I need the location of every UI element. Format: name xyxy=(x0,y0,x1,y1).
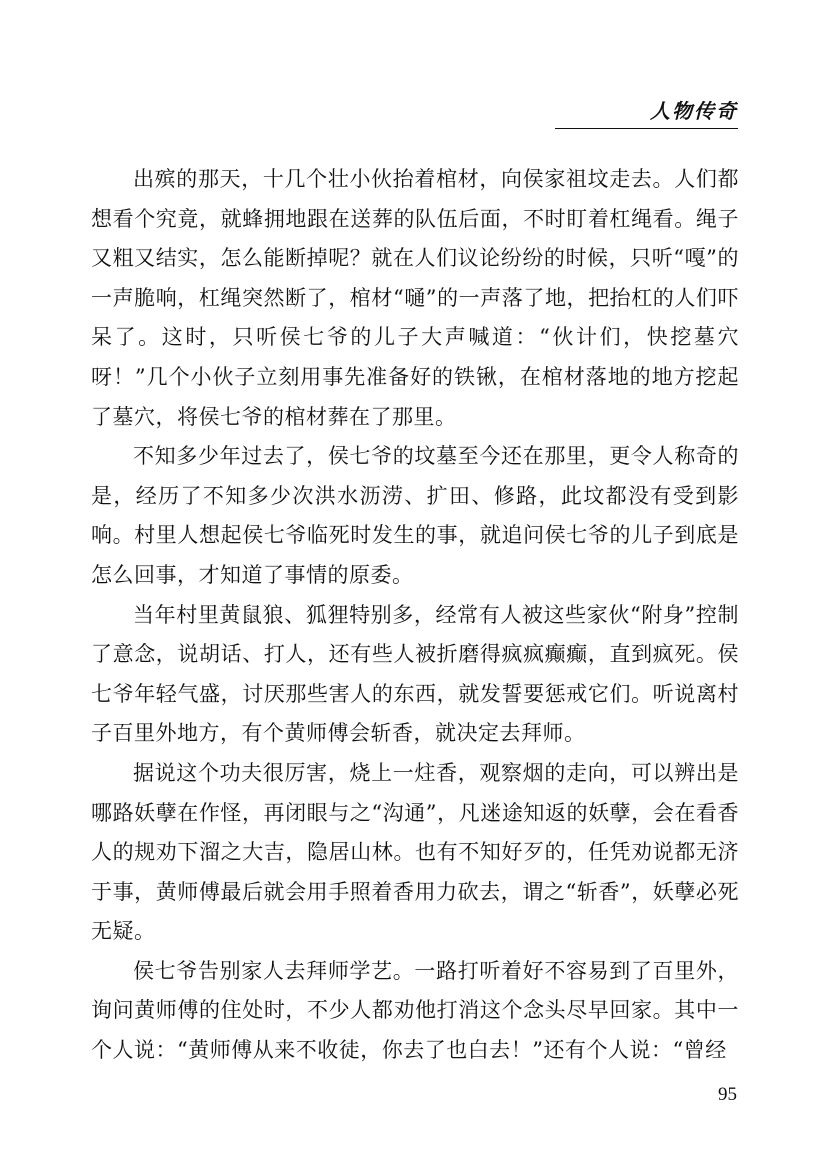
paragraph: 侯七爷告别家人去拜师学艺。一路打听着好不容易到了百里外，询问黄师傅的住处时，不少人都劝他打消这个念头尽早回家。其中一个人说：“黄师傅从来不收徒，你去了也白去！”还有个人说：“曾经 xyxy=(91,958,739,1063)
paragraph: 不知多少年过去了，侯七爷的坟墓至今还在那里，更令人称奇的是，经历了不知多少次洪水沥涝、扩田、修路，此坟都没有受到影响。村里人想起侯七爷临死时发生的事，就追问侯七爷的儿子到底是怎么回事，才知道了事情的原委。 xyxy=(91,444,739,587)
paragraph: 据说这个功夫很厉害，烧上一炷香，观察烟的走向，可以辨出是哪路妖孽在作怪，再闭眼与之“沟通”，凡迷途知返的妖孽，会在看香人的规劝下溜之大吉，隐居山林。也有不知好歹的，任凭劝说都无济于事，黄师傅最后就会用手照着香用力砍去，谓之“斩香”，妖孽必死无疑。 xyxy=(91,760,739,944)
paragraph: 当年村里黄鼠狼、狐狸特别多，经常有人被这些家伙“附身”控制了意念，说胡话、打人，还有些人被折磨得疯疯癫癫，直到疯死。侯七爷年轻气盛，讨厌那些害人的东西，就发誓要惩戒它们。听说离村子百里外地方，有个黄师傅会斩香，就决定去拜师。 xyxy=(91,602,739,746)
page-number: 95 xyxy=(718,1084,737,1105)
running-header xyxy=(555,96,738,129)
body-text xyxy=(91,160,739,1071)
section-title: 人物传奇 xyxy=(650,99,738,123)
paragraph: 出殡的那天，十几个壮小伙抬着棺材，向侯家祖坟走去。人们都想看个究竟，就蜂拥地跟在送葬的队伍后面，不时盯着杠绳看。绳子又粗又结实，怎么能断掉呢？就在人们议论纷纷的时候，只听“嘎”的一声脆响，杠绳突然断了，棺材“嗵”的一声落了地，把抬杠的人们吓呆了。这时，只听侯七爷的儿子大声喊道：“伙计们，快挖墓穴呀！”几个小伙子立刻用事先准备好的铁锹，在棺材落地的地方挖起了墓穴，将侯七爷的棺材葬在了那里。 xyxy=(91,167,739,429)
